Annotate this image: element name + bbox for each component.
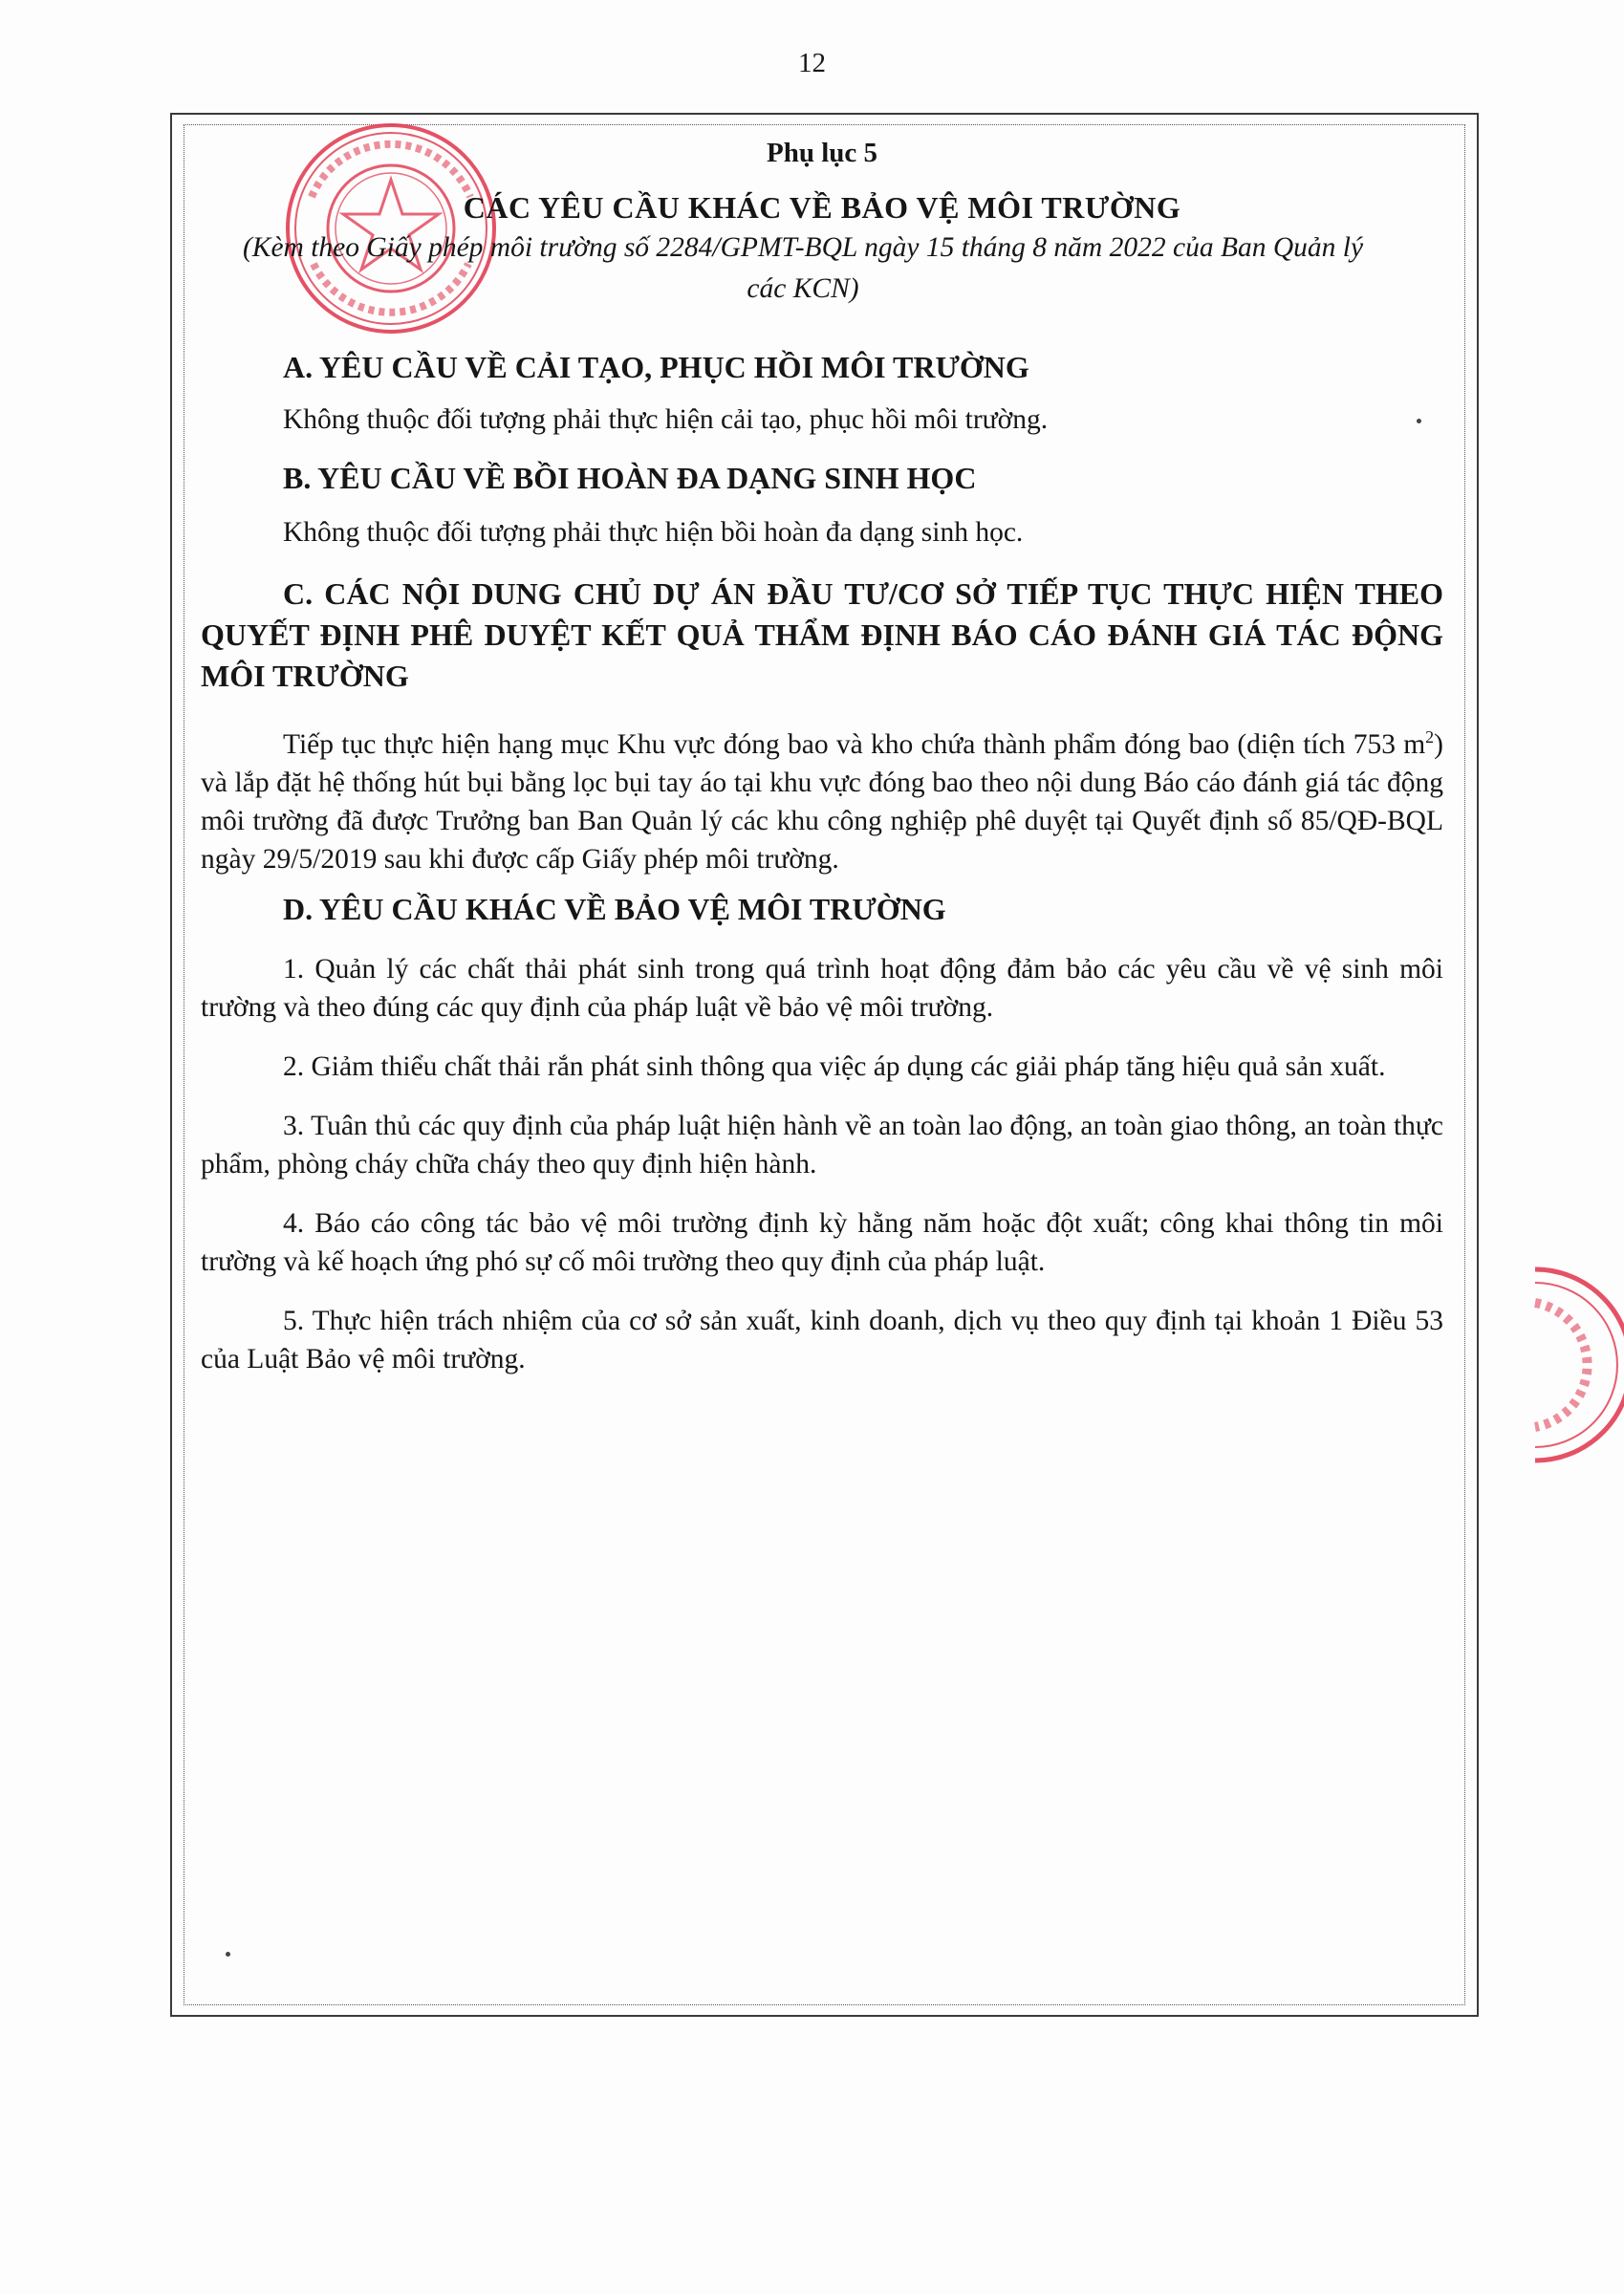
speck-mark — [226, 1952, 230, 1957]
section-b-heading: B. YÊU CẦU VỀ BỒI HOÀN ĐA DẠNG SINH HỌC — [283, 461, 977, 495]
partial-seal-stamp — [1526, 1260, 1624, 1470]
section-c-text-part2: ) và lắp đặt hệ thống hút bụi bằng lọc bụi tay áo tại khu vực đóng bao theo nội dung Báo cáo đánh giá tác động môi trường đã được Trưởng ban Ban Quản lý các khu công nghiệp phê duyệt tại Quyết định số 85/QĐ-BQL ngày 29/5/2019 sau khi được cấp Giấy phép môi trường. — [201, 728, 1443, 875]
section-d-heading: D. YÊU CẦU KHÁC VỀ BẢO VỆ MÔI TRƯỜNG — [283, 891, 946, 926]
section-d-item: 2. Giảm thiểu chất thải rắn phát sinh thông qua việc áp dụng các giải pháp tăng hiệu quả sản xuất. — [283, 1050, 1386, 1082]
main-title: CÁC YÊU CẦU KHÁC VỀ BẢO VỆ MÔI TRƯỜNG — [463, 190, 1181, 225]
document-body — [201, 134, 1443, 1378]
document-subtitle: (Kèm theo Giấy phép môi trường số 2284/GPMT-BQL ngày 15 tháng 8 năm 2022 của Ban Quản lý các KCN) — [242, 232, 1364, 304]
section-b-text: Không thuộc đối tượng phải thực hiện bồi hoàn đa dạng sinh học. — [283, 517, 1024, 548]
section-c-heading: C. CÁC NỘI DUNG CHỦ DỰ ÁN ĐẦU TƯ/CƠ SỞ TIẾP TỤC THỰC HIỆN THEO QUYẾT ĐỊNH PHÊ DUYỆT KẾT QUẢ THẨM ĐỊNH BÁO CÁO ĐÁNH GIÁ TÁC ĐỘNG MÔI TRƯỜNG — [201, 576, 1443, 693]
section-a-text: Không thuộc đối tượng phải thực hiện cải tạo, phục hồi môi trường. — [283, 404, 1049, 435]
section-d-item: 5. Thực hiện trách nhiệm của cơ sở sản xuất, kinh doanh, dịch vụ theo quy định tại khoản 1 Điều 53 của Luật Bảo vệ môi trường. — [201, 1305, 1443, 1374]
section-d-item: 4. Báo cáo công tác bảo vệ môi trường định kỳ hằng năm hoặc đột xuất; công khai thông tin môi trường và kế hoạch ứng phó sự cố môi trường theo quy định của pháp luật. — [201, 1207, 1443, 1277]
section-c-text-part1: Tiếp tục thực hiện hạng mục Khu vực đóng bao và kho chứa thành phẩm đóng bao (diện tích 753 m — [283, 728, 1426, 760]
section-a-heading: A. YÊU CẦU VỀ CẢI TẠO, PHỤC HỒI MÔI TRƯỜNG — [283, 350, 1029, 384]
page-number: 12 — [798, 48, 826, 78]
section-d-item: 3. Tuân thủ các quy định của pháp luật hiện hành về an toàn lao động, an toàn giao thông, an toàn thực phẩm, phòng cháy chữa cháy theo quy định hiện hành. — [201, 1110, 1443, 1179]
appendix-title: Phụ lục 5 — [766, 138, 878, 168]
section-c-text — [201, 718, 1443, 878]
section-d-item: 1. Quản lý các chất thải phát sinh trong quá trình hoạt động đảm bảo các yêu cầu về vệ sinh môi trường và theo đúng các quy định của pháp luật về bảo vệ môi trường. — [201, 953, 1443, 1023]
area-superscript: 2 — [1425, 727, 1435, 747]
